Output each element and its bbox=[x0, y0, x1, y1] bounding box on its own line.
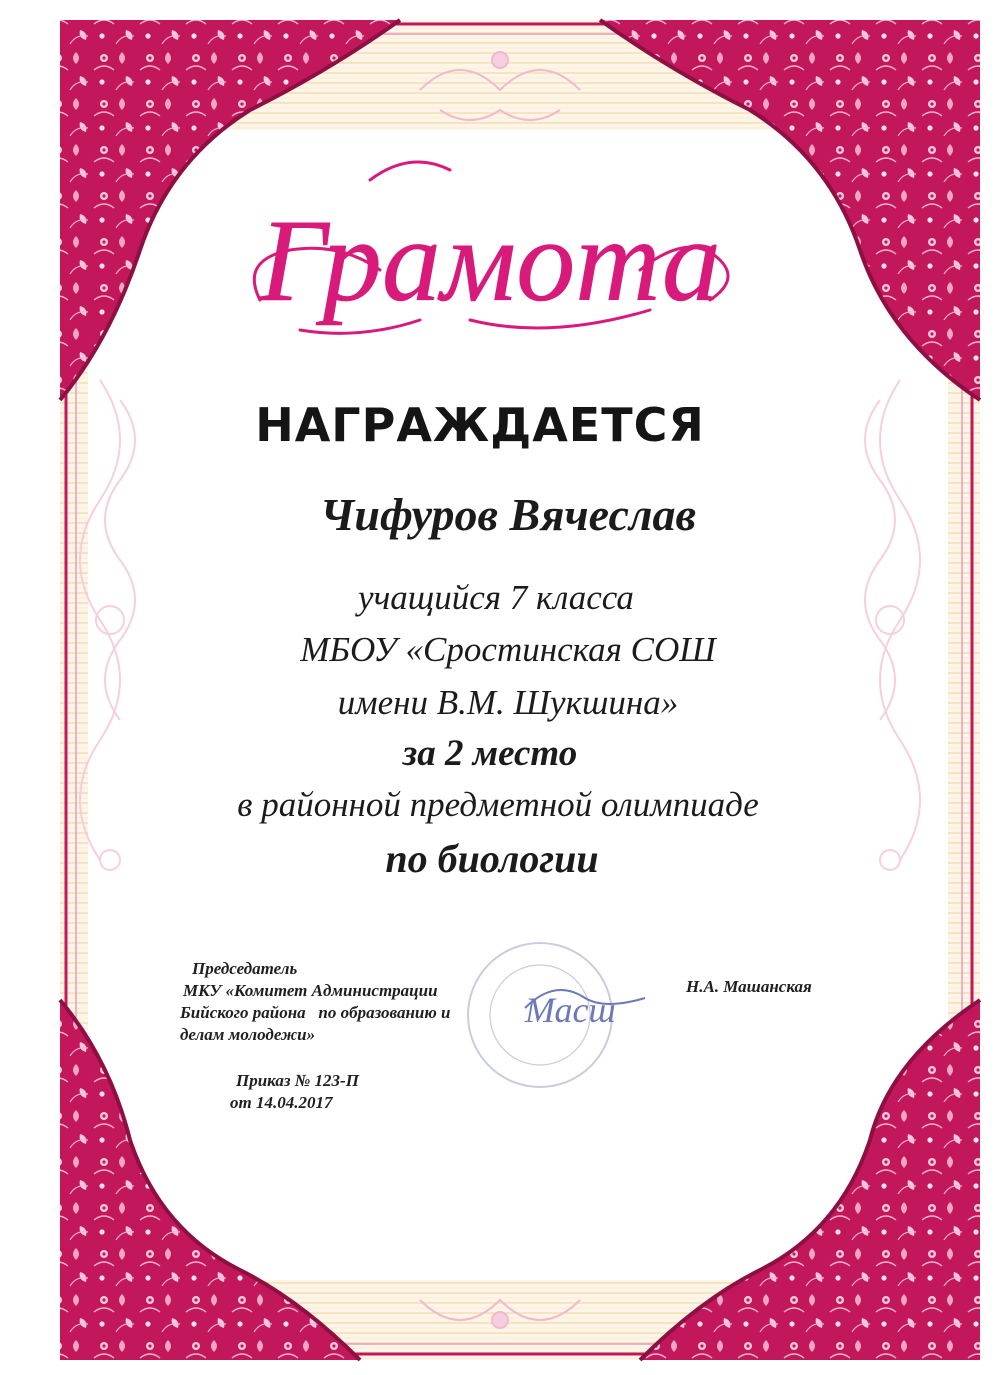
signer-name: Н.А. Машанская bbox=[686, 977, 812, 996]
grade-line: учащийся 7 класса bbox=[358, 578, 634, 617]
order-date: от 14.04.2017 bbox=[230, 1093, 333, 1112]
certificate-title: Грамота bbox=[259, 195, 721, 326]
chair-org-line: делам молодежи» bbox=[180, 1025, 316, 1044]
awarded-heading: НАГРАЖДАЕТСЯ bbox=[255, 398, 705, 452]
school-name-line: имени В.М. Шукшина» bbox=[337, 683, 679, 722]
place-line: за 2 место bbox=[402, 733, 578, 774]
olympiad-line: в районной предметной олимпиаде bbox=[237, 785, 759, 824]
chair-org-line: МКУ «Комитет Администрации bbox=[183, 981, 438, 1000]
subject-line: по биологии bbox=[385, 836, 599, 881]
order-number: Приказ № 123-П bbox=[236, 1071, 359, 1090]
chair-org-line: Бийского района по образованию и bbox=[180, 1003, 451, 1022]
school-line: МБОУ «Сростинская СОШ bbox=[300, 630, 716, 669]
recipient-name: Чифуров Вячеслав bbox=[319, 489, 697, 540]
chair-title: Председатель bbox=[192, 959, 298, 978]
svg-text:Масш: Масш bbox=[525, 990, 616, 1030]
